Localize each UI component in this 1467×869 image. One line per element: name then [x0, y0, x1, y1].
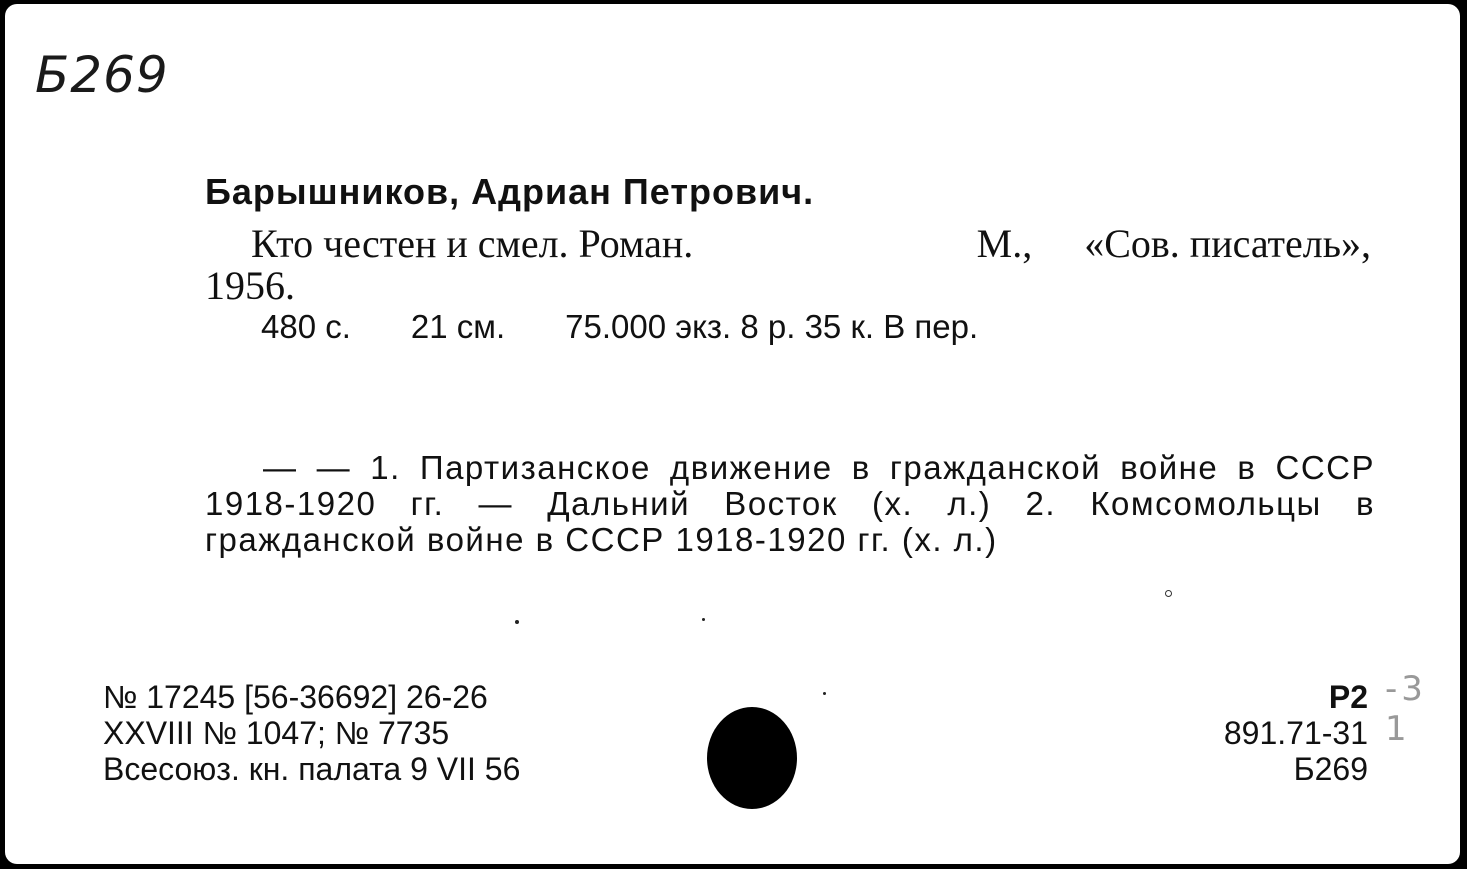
- collation-line: [261, 310, 978, 343]
- classification-info: [1224, 679, 1368, 787]
- author-heading: Барышников, Адриан Петрович.: [205, 171, 815, 212]
- registration-info: [103, 679, 520, 787]
- registration-line-2: XXVIII № 1047; № 7735: [103, 715, 450, 751]
- publication-city: М.,: [976, 221, 1033, 266]
- page-count: 480 с.: [261, 308, 351, 345]
- publisher: «Сов. писатель»,: [1084, 221, 1371, 266]
- ink-speck: [823, 692, 826, 695]
- udc-code: 891.71-31: [1223, 715, 1368, 751]
- print-run-and-price: 75.000 экз. 8 р. 35 к. В пер.: [565, 308, 979, 345]
- catalog-card: [5, 4, 1460, 864]
- ink-speck: [1165, 590, 1172, 597]
- registration-line-3: Всесоюз. кн. палата 9 VII 56: [103, 751, 521, 787]
- publication-year: 1956.: [205, 263, 295, 308]
- work-title: Кто честен и смел. Роман.: [251, 221, 694, 266]
- title-line: [251, 221, 1371, 266]
- ink-speck: [702, 618, 705, 621]
- classification-index: Р2: [1328, 679, 1368, 715]
- ink-speck: [515, 620, 519, 624]
- handwritten-shelfmark: Б269: [35, 46, 169, 104]
- handwritten-mark: -3 1: [1385, 669, 1427, 749]
- registration-line-1: № 17245 [56-36692] 26-26: [103, 679, 488, 715]
- book-size: 21 см.: [410, 308, 506, 345]
- subject-headings: — — 1. Партизанское движение в гражданской войне в СССР 1918-1920 гг. — Дальний Восток (х. л.) 2. Комсомольцы в гражданской войне в СССР 1918-1920 гг. (х. л.): [205, 449, 1375, 558]
- author-mark: Б269: [1293, 751, 1368, 787]
- punch-hole: [707, 707, 797, 809]
